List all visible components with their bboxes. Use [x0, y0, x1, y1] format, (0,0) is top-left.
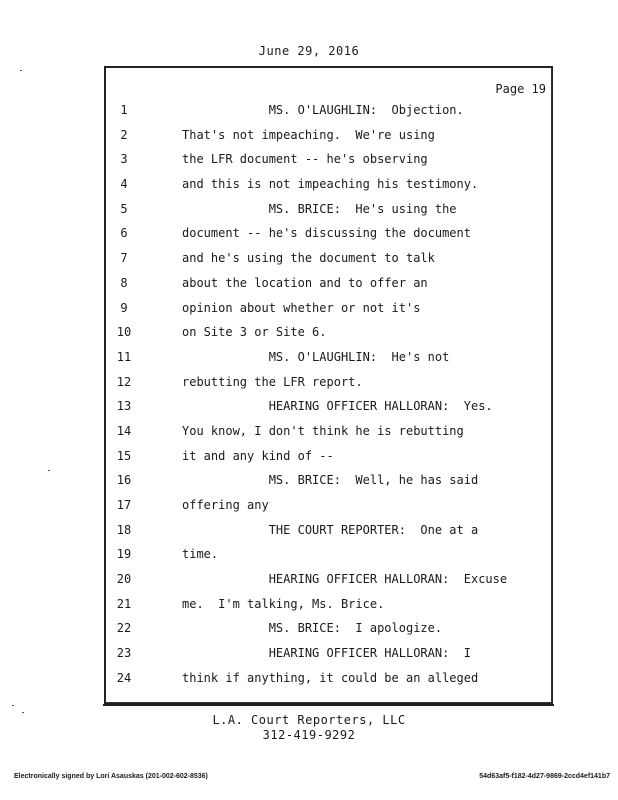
e-signature: Electronically signed by Lori Asauskas (201-002-602-8536)	[14, 773, 208, 780]
line-text: me. I'm talking, Ms. Brice.	[182, 596, 385, 611]
line-text: HEARING OFFICER HALLORAN: Excuse	[182, 572, 508, 587]
transcript-line	[104, 271, 551, 296]
transcript-line	[104, 666, 551, 691]
transcript-line	[104, 641, 551, 666]
page-number: Page 19	[495, 82, 546, 96]
line-number: 23	[116, 646, 132, 661]
transcript-line	[104, 123, 551, 148]
line-number: 2	[120, 127, 128, 142]
transcript-line	[104, 345, 551, 370]
scan-speck	[12, 705, 14, 706]
line-number: 6	[120, 226, 128, 241]
line-text: opinion about whether or not it's	[182, 300, 421, 315]
line-text: offering any	[182, 498, 269, 512]
line-number: 3	[120, 152, 128, 167]
line-text: time.	[182, 547, 219, 562]
scan-speck	[20, 70, 22, 71]
line-number: 11	[116, 349, 132, 364]
transcript-line	[104, 542, 551, 567]
line-number: 21	[116, 596, 132, 611]
transcript-line	[104, 98, 551, 123]
line-text: MS. O'LAUGHLIN: Objection.	[182, 103, 464, 117]
line-text: document -- he's discussing the document	[182, 226, 471, 241]
line-number: 18	[116, 522, 132, 537]
line-number: 17	[116, 498, 132, 512]
transcript-line	[104, 394, 551, 419]
transcript-line	[104, 444, 551, 469]
line-text: rebutting the LFR report.	[182, 374, 363, 389]
line-text: MS. BRICE: He's using the	[182, 201, 457, 216]
line-number: 13	[116, 399, 132, 414]
line-number: 5	[120, 201, 128, 216]
line-text: think if anything, it could be an alleged	[182, 670, 479, 685]
line-number: 16	[116, 473, 132, 488]
line-text: MS. O'LAUGHLIN: He's not	[182, 349, 450, 364]
transcript-line	[104, 419, 551, 444]
line-text: MS. BRICE: I apologize.	[182, 621, 443, 636]
transcript-line	[104, 592, 551, 617]
scan-speck	[22, 712, 24, 713]
line-number: 15	[116, 448, 132, 463]
line-text: MS. BRICE: Well, he has said	[182, 473, 479, 488]
line-number: 12	[116, 374, 132, 389]
line-number: 7	[120, 251, 128, 266]
line-text: HEARING OFFICER HALLORAN: Yes.	[182, 399, 493, 414]
line-text: on Site 3 or Site 6.	[182, 325, 327, 340]
line-text: it and any kind of --	[182, 448, 334, 463]
line-text: and this is not impeaching his testimony.	[182, 177, 479, 192]
line-text: THE COURT REPORTER: One at a	[182, 522, 479, 537]
line-text: That's not impeaching. We're using	[182, 127, 435, 142]
line-number: 9	[120, 300, 128, 315]
transcript-line	[104, 296, 551, 321]
line-number: 24	[116, 670, 132, 685]
line-text: about the location and to offer an	[182, 275, 428, 290]
transcript-line	[104, 468, 551, 493]
transcript-line	[104, 493, 551, 518]
transcript-line	[104, 616, 551, 641]
line-text: the LFR document -- he's observing	[182, 152, 428, 167]
header-date: June 29, 2016	[258, 44, 360, 58]
line-number: 10	[116, 325, 132, 340]
line-text: and he's using the document to talk	[182, 251, 435, 266]
transcript-line	[104, 320, 551, 345]
transcript-line	[104, 172, 551, 197]
transcript-line	[104, 221, 551, 246]
line-number: 8	[120, 275, 128, 290]
line-number: 4	[120, 177, 128, 192]
reporter-footer	[0, 713, 618, 743]
scan-speck	[48, 470, 50, 471]
line-number: 14	[116, 423, 132, 438]
line-text: You know, I don't think he is rebutting	[182, 423, 464, 438]
reporter-phone: 312-419-9292	[262, 728, 356, 742]
transcript-line	[104, 370, 551, 395]
transcript-line	[104, 246, 551, 271]
reporter-company: L.A. Court Reporters, LLC	[212, 713, 406, 727]
line-number: 20	[116, 572, 132, 587]
transcript-line	[104, 518, 551, 543]
document-hash: 54d63af5-f182-4d27-9869-2ccd4ef141b7	[479, 773, 610, 780]
line-number: 1	[120, 103, 128, 117]
line-number: 22	[116, 621, 132, 636]
transcript-lines	[104, 98, 551, 691]
transcript-line	[104, 147, 551, 172]
transcript-line	[104, 567, 551, 592]
line-text: HEARING OFFICER HALLORAN: I	[182, 646, 471, 661]
line-number: 19	[116, 547, 132, 562]
transcript-line	[104, 197, 551, 222]
